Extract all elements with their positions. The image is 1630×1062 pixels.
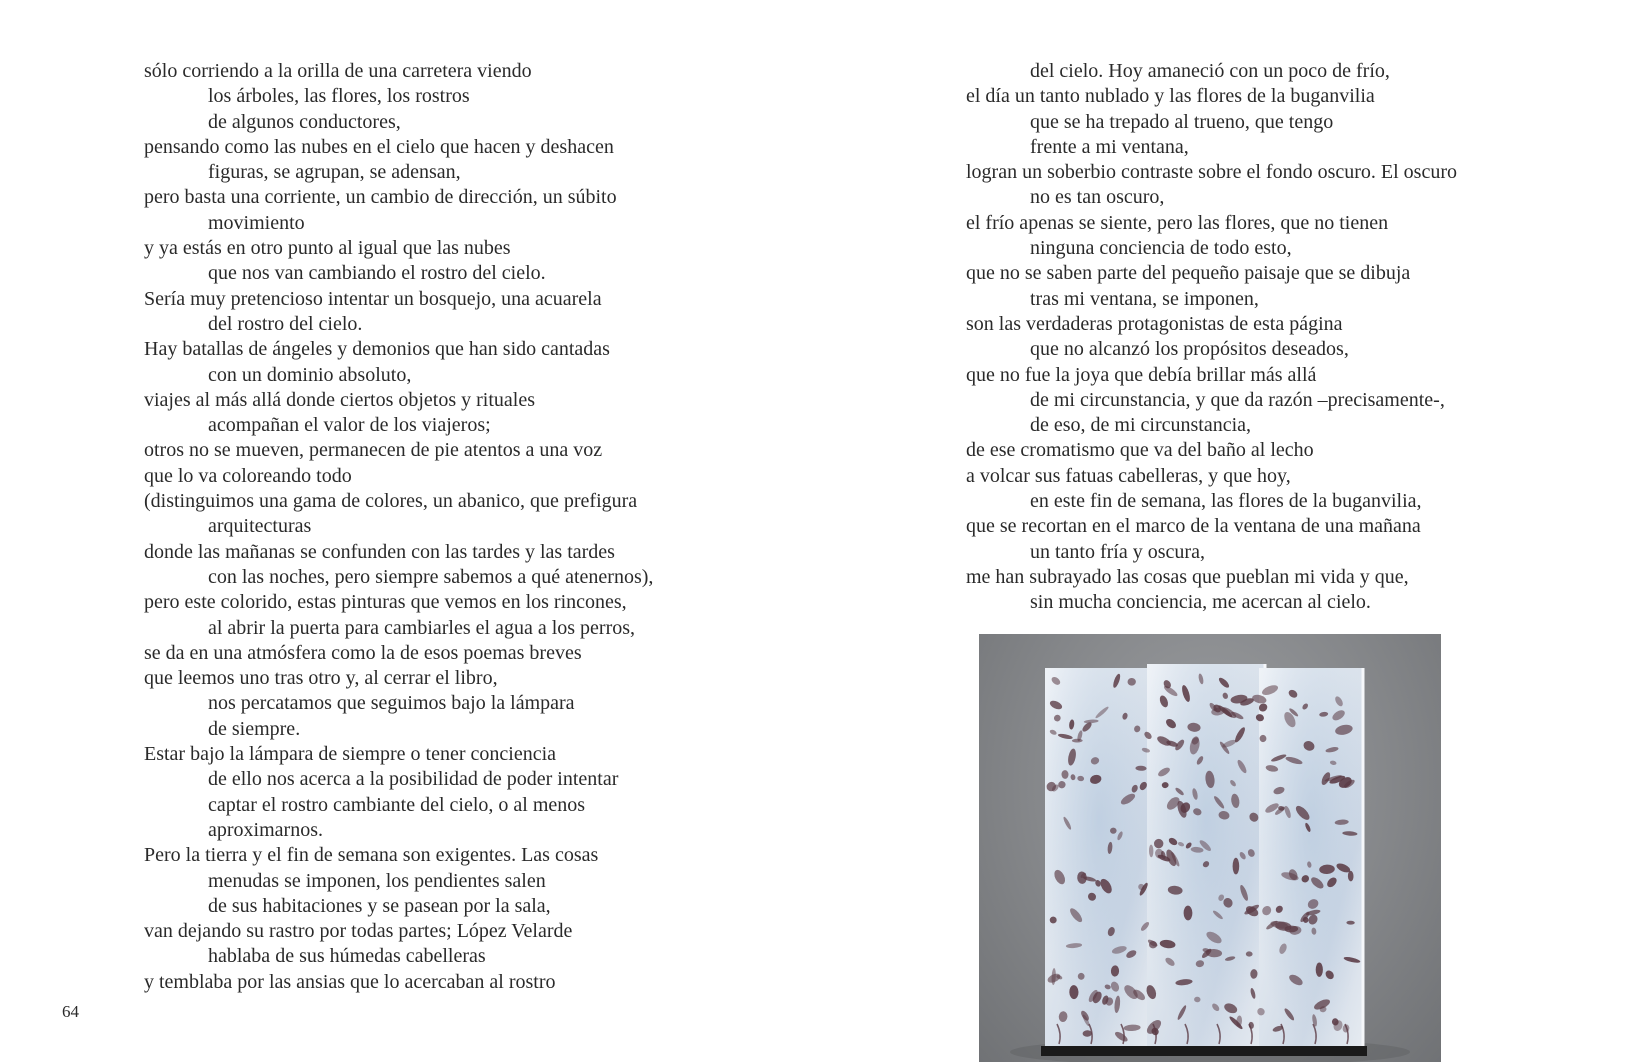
right-page: [815, 0, 1630, 1062]
poem-line: de siempre.: [208, 717, 301, 740]
poem-line: Estar bajo la lámpara de siempre o tener conciencia: [144, 743, 557, 766]
poem-line: Sería muy pretencioso intentar un bosquejo, una acuarela: [144, 287, 602, 310]
poem-line: que leemos uno tras otro y, al cerrar el libro,: [144, 667, 498, 690]
poem-line: de ello nos acerca a la posibilidad de poder intentar: [208, 768, 619, 791]
poem-line: en este fin de semana, las flores de la buganvilia,: [1030, 490, 1422, 513]
poem-line: van dejando su rastro por todas partes; López Velarde: [144, 920, 573, 943]
left-poem-text: [144, 59, 784, 995]
screen-base: [1041, 1046, 1367, 1056]
poem-line: Hay batallas de ángeles y demonios que han sido cantadas: [144, 338, 610, 361]
leaf: [1316, 963, 1323, 977]
poem-line: aproximarnos.: [208, 818, 323, 841]
poem-line: figuras, se agrupan, se adensan,: [208, 161, 461, 184]
poem-line: el frío apenas se siente, pero las flores, que no tienen: [966, 211, 1389, 234]
poem-line: y temblaba por las ansias que lo acercaban al rostro: [144, 970, 556, 993]
poem-line: menudas se imponen, los pendientes salen: [208, 869, 546, 892]
poem-line: del cielo. Hoy amaneció con un poco de frío,: [1030, 60, 1390, 82]
poem-line: de mi circunstancia, y que da razón –precisamente-,: [1030, 388, 1445, 411]
poem-line: de algunos conductores,: [208, 110, 401, 133]
poem-line: donde las mañanas se confunden con las tardes y las tardes: [144, 540, 615, 563]
poem-line: un tanto fría y oscura,: [1030, 540, 1205, 563]
poem-line: pero este colorido, estas pinturas que vemos en los rincones,: [144, 591, 627, 614]
poem-line: pensando como las nubes en el cielo que hacen y deshacen: [144, 135, 614, 158]
leaf: [1233, 858, 1240, 875]
poem-line: que no fue la joya que debía brillar más allá: [966, 363, 1317, 386]
poem-line: se da en una atmósfera como la de esos poemas breves: [144, 641, 582, 664]
poem-line: y ya estás en otro punto al igual que las nubes: [144, 237, 511, 260]
poem-line: hablaba de sus húmedas cabelleras: [208, 945, 486, 968]
poem-line: sin mucha conciencia, me acercan al cielo.: [1030, 591, 1371, 614]
poem-line: con las noches, pero siempre sabemos a qué atenernos),: [208, 565, 654, 588]
poem-line: a volcar sus fatuas cabelleras, y que hoy,: [966, 464, 1291, 487]
poem-line: viajes al más allá donde ciertos objetos y rituales: [144, 388, 535, 411]
poem-line: que se ha trepado al trueno, que tengo: [1030, 110, 1334, 133]
poem-line: frente a mi ventana,: [1030, 135, 1189, 158]
poem-line: logran un soberbio contraste sobre el fondo oscuro. El oscuro: [966, 161, 1457, 184]
poem-line: que no alcanzó los propósitos deseados,: [1030, 338, 1349, 361]
poem-line: de ese cromatismo que va del baño al lecho: [966, 439, 1314, 462]
poem-line: acompañan el valor de los viajeros;: [208, 414, 491, 437]
poem-line: los árboles, las flores, los rostros: [208, 85, 470, 108]
poem-line: que se recortan en el marco de la ventana de una mañana: [966, 515, 1421, 538]
poem-line: que nos van cambiando el rostro del cielo.: [208, 262, 546, 285]
poem-line: no es tan oscuro,: [1030, 186, 1165, 209]
poem-line: ninguna conciencia de todo esto,: [1030, 237, 1292, 260]
poem-line: me han subrayado las cosas que pueblan mi vida y que,: [966, 565, 1409, 588]
poem-line: que no se saben parte del pequeño paisaje que se dibuja: [966, 262, 1411, 285]
poem-line: Pero la tierra y el fin de semana son exigentes. Las cosas: [144, 844, 599, 867]
poem-line: pero basta una corriente, un cambio de dirección, un súbito: [144, 186, 617, 209]
poem-line: sólo corriendo a la orilla de una carretera viendo: [144, 60, 532, 82]
poem-line: otros no se mueven, permanecen de pie atentos a una voz: [144, 439, 603, 462]
page-number: 64: [62, 1002, 79, 1021]
poem-line: con un dominio absoluto,: [208, 363, 412, 386]
right-poem-text: [966, 59, 1606, 616]
poem-line: nos percatamos que seguimos bajo la lámpara: [208, 692, 575, 715]
artwork-photo-floral-screen: [979, 634, 1441, 1062]
poem-line: tras mi ventana, se imponen,: [1030, 287, 1259, 310]
poem-line: de sus habitaciones y se pasean por la sala,: [208, 894, 551, 917]
folding-screen-illustration: [979, 634, 1441, 1062]
poem-line: captar el rostro cambiante del cielo, o al menos: [208, 793, 586, 816]
poem-line: del rostro del cielo.: [208, 312, 363, 335]
poem-line: al abrir la puerta para cambiarles el agua a los perros,: [208, 616, 636, 639]
poem-line: son las verdaderas protagonistas de esta página: [966, 312, 1343, 335]
poem-line: (distinguimos una gama de colores, un abanico, que prefigura: [144, 490, 638, 513]
poem-line: que lo va coloreando todo: [144, 464, 352, 487]
poem-line: de eso, de mi circunstancia,: [1030, 414, 1252, 437]
poem-line: el día un tanto nublado y las flores de la buganvilia: [966, 85, 1375, 108]
poem-line: movimiento: [208, 211, 305, 234]
poem-line: arquitecturas: [208, 515, 312, 538]
